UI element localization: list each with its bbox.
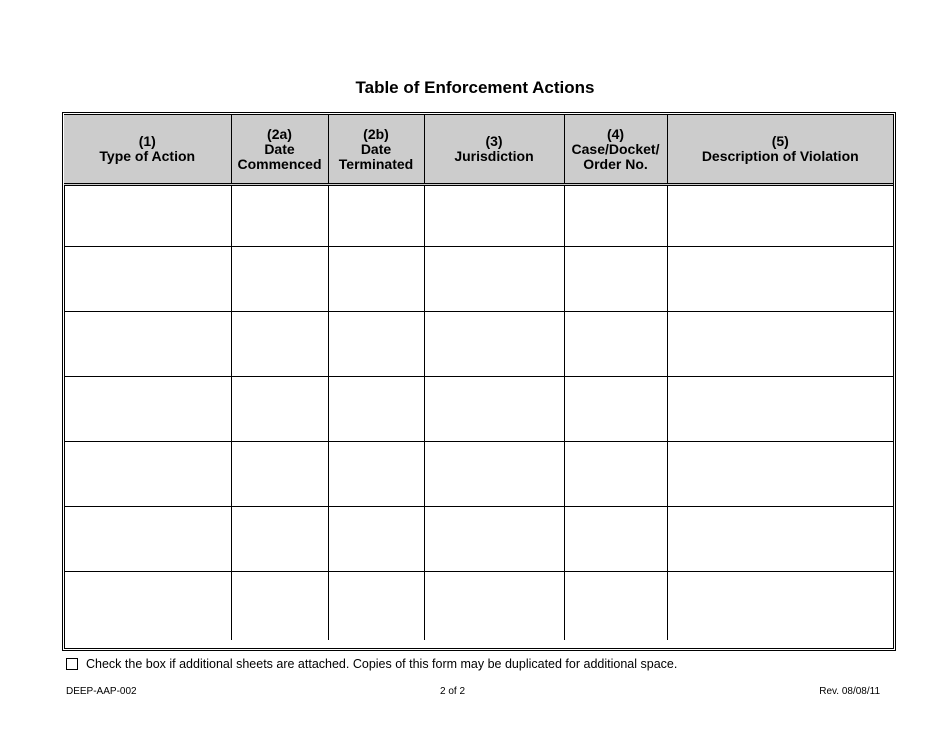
date-commenced-input[interactable] bbox=[232, 530, 328, 549]
date-commenced-cell[interactable] bbox=[231, 572, 328, 640]
jurisdiction-cell[interactable] bbox=[424, 442, 564, 507]
type-of-action-input[interactable] bbox=[64, 530, 231, 549]
case-docket-cell[interactable] bbox=[564, 185, 667, 247]
date-commenced-input[interactable] bbox=[232, 465, 328, 484]
case-docket-cell[interactable] bbox=[564, 442, 667, 507]
date-terminated-input[interactable] bbox=[329, 465, 424, 484]
jurisdiction-input[interactable] bbox=[425, 596, 564, 615]
column-header-date-terminated bbox=[328, 115, 424, 185]
case-docket-cell[interactable] bbox=[564, 572, 667, 640]
additional-sheets-line bbox=[66, 657, 677, 671]
description-cell[interactable] bbox=[667, 185, 893, 247]
date-terminated-input[interactable] bbox=[329, 596, 424, 615]
description-cell[interactable] bbox=[667, 247, 893, 312]
jurisdiction-cell[interactable] bbox=[424, 572, 564, 640]
column-header-type-of-action bbox=[64, 115, 231, 185]
column-label: Type of Action bbox=[99, 148, 196, 164]
date-terminated-cell[interactable] bbox=[328, 442, 424, 507]
date-terminated-cell[interactable] bbox=[328, 247, 424, 312]
case-docket-cell[interactable] bbox=[564, 247, 667, 312]
jurisdiction-cell[interactable] bbox=[424, 507, 564, 572]
column-label: Order No. bbox=[583, 155, 648, 172]
column-number: (1) bbox=[138, 133, 156, 149]
type-of-action-cell[interactable] bbox=[64, 185, 231, 247]
jurisdiction-input[interactable] bbox=[425, 207, 564, 226]
type-of-action-cell[interactable] bbox=[64, 312, 231, 377]
column-label: Jurisdiction bbox=[454, 148, 534, 164]
jurisdiction-cell[interactable] bbox=[424, 185, 564, 247]
jurisdiction-input[interactable] bbox=[425, 400, 564, 419]
jurisdiction-cell[interactable] bbox=[424, 312, 564, 377]
table-row bbox=[64, 377, 893, 442]
enforcement-actions-table bbox=[64, 115, 893, 640]
type-of-action-input[interactable] bbox=[64, 596, 231, 615]
date-commenced-cell[interactable] bbox=[231, 507, 328, 572]
jurisdiction-cell[interactable] bbox=[424, 377, 564, 442]
case-docket-input[interactable] bbox=[565, 335, 667, 354]
additional-sheets-checkbox[interactable] bbox=[66, 658, 78, 670]
case-docket-input[interactable] bbox=[565, 400, 667, 419]
case-docket-input[interactable] bbox=[565, 596, 667, 615]
case-docket-input[interactable] bbox=[565, 207, 667, 226]
description-input[interactable] bbox=[668, 335, 894, 354]
date-terminated-cell[interactable] bbox=[328, 185, 424, 247]
column-number: (4) bbox=[606, 125, 625, 142]
table-row bbox=[64, 572, 893, 640]
date-commenced-input[interactable] bbox=[232, 207, 328, 226]
date-terminated-cell[interactable] bbox=[328, 312, 424, 377]
column-header-description bbox=[667, 115, 893, 185]
column-label: Case/Docket/ bbox=[571, 140, 660, 157]
form-id: DEEP-AAP-002 bbox=[66, 686, 137, 697]
column-label: Description of Violation bbox=[701, 148, 859, 164]
case-docket-cell[interactable] bbox=[564, 312, 667, 377]
jurisdiction-cell[interactable] bbox=[424, 247, 564, 312]
column-header-date-commenced bbox=[231, 115, 328, 185]
description-cell[interactable] bbox=[667, 442, 893, 507]
type-of-action-input[interactable] bbox=[64, 335, 231, 354]
case-docket-input[interactable] bbox=[565, 270, 667, 289]
date-commenced-input[interactable] bbox=[232, 596, 328, 615]
date-terminated-input[interactable] bbox=[329, 400, 424, 419]
table-row bbox=[64, 507, 893, 572]
date-commenced-cell[interactable] bbox=[231, 312, 328, 377]
column-header-jurisdiction bbox=[424, 115, 564, 185]
table-row bbox=[64, 247, 893, 312]
description-input[interactable] bbox=[668, 207, 894, 226]
date-commenced-input[interactable] bbox=[232, 400, 328, 419]
date-terminated-input[interactable] bbox=[329, 335, 424, 354]
type-of-action-input[interactable] bbox=[64, 270, 231, 289]
date-commenced-input[interactable] bbox=[232, 335, 328, 354]
type-of-action-cell[interactable] bbox=[64, 507, 231, 572]
description-input[interactable] bbox=[668, 270, 894, 289]
type-of-action-input[interactable] bbox=[64, 207, 231, 226]
case-docket-input[interactable] bbox=[565, 530, 667, 549]
column-label: Terminated bbox=[338, 155, 414, 172]
type-of-action-cell[interactable] bbox=[64, 572, 231, 640]
description-cell[interactable] bbox=[667, 377, 893, 442]
type-of-action-input[interactable] bbox=[64, 400, 231, 419]
column-number: (3) bbox=[485, 133, 503, 149]
date-terminated-input[interactable] bbox=[329, 207, 424, 226]
description-input[interactable] bbox=[668, 530, 894, 549]
description-input[interactable] bbox=[668, 400, 894, 419]
jurisdiction-input[interactable] bbox=[425, 270, 564, 289]
column-number: (2a) bbox=[267, 125, 292, 142]
case-docket-cell[interactable] bbox=[564, 377, 667, 442]
column-label: Date bbox=[264, 140, 295, 157]
case-docket-input[interactable] bbox=[565, 465, 667, 484]
date-commenced-cell[interactable] bbox=[231, 442, 328, 507]
date-terminated-cell[interactable] bbox=[328, 572, 424, 640]
table-row bbox=[64, 442, 893, 507]
jurisdiction-input[interactable] bbox=[425, 530, 564, 549]
additional-sheets-text: Check the box if additional sheets are attached. Copies of this form may be duplicated for additional space. bbox=[86, 657, 678, 671]
table-row bbox=[64, 312, 893, 377]
date-commenced-cell[interactable] bbox=[231, 185, 328, 247]
date-commenced-input[interactable] bbox=[232, 270, 328, 289]
type-of-action-cell[interactable] bbox=[64, 377, 231, 442]
type-of-action-cell[interactable] bbox=[64, 442, 231, 507]
date-terminated-input[interactable] bbox=[329, 530, 424, 549]
table-header-row bbox=[64, 115, 893, 185]
column-label: Commenced bbox=[237, 155, 322, 172]
revision-date: Rev. 08/08/11 bbox=[819, 686, 880, 697]
column-number: (5) bbox=[771, 133, 789, 149]
column-number: (2b) bbox=[363, 125, 389, 142]
jurisdiction-input[interactable] bbox=[425, 335, 564, 354]
description-cell[interactable] bbox=[667, 312, 893, 377]
date-terminated-cell[interactable] bbox=[328, 507, 424, 572]
date-commenced-cell[interactable] bbox=[231, 377, 328, 442]
date-terminated-input[interactable] bbox=[329, 270, 424, 289]
description-input[interactable] bbox=[668, 596, 894, 615]
date-commenced-cell[interactable] bbox=[231, 247, 328, 312]
column-label: Date bbox=[360, 140, 392, 157]
description-cell[interactable] bbox=[667, 572, 893, 640]
page-number: 2 of 2 bbox=[439, 686, 466, 697]
page-title: Table of Enforcement Actions bbox=[355, 78, 595, 97]
type-of-action-cell[interactable] bbox=[64, 247, 231, 312]
description-cell[interactable] bbox=[667, 507, 893, 572]
case-docket-cell[interactable] bbox=[564, 507, 667, 572]
date-terminated-cell[interactable] bbox=[328, 377, 424, 442]
column-header-case-docket bbox=[564, 115, 667, 185]
description-input[interactable] bbox=[668, 465, 894, 484]
table-row bbox=[64, 185, 893, 247]
type-of-action-input[interactable] bbox=[64, 465, 231, 484]
jurisdiction-input[interactable] bbox=[425, 465, 564, 484]
